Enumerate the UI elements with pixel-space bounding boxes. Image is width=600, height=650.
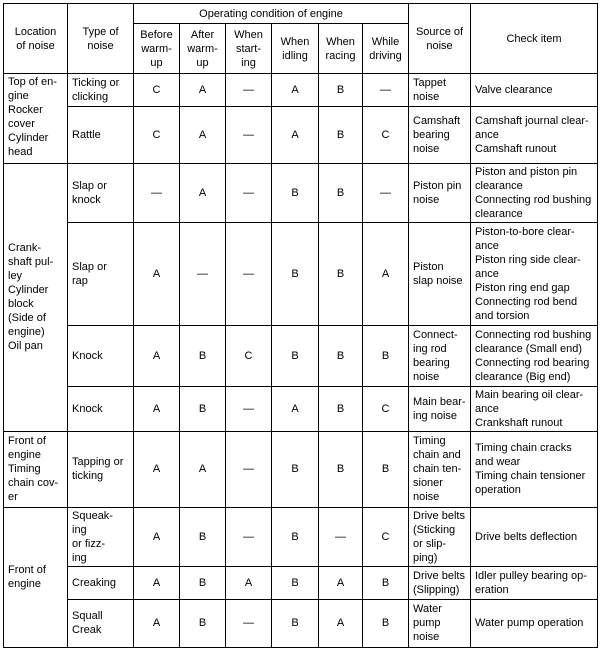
condition-cell: A [180, 431, 226, 507]
condition-cell: A [272, 107, 319, 164]
check-item-cell: Camshaft journal clear- ance Camshaft runout [471, 107, 598, 164]
condition-cell: B [180, 566, 226, 599]
location-cell: Top of en- gine Rocker cover Cylinder head [4, 74, 68, 164]
condition-cell: C [363, 386, 409, 431]
condition-cell: A [226, 566, 272, 599]
check-item-cell: Piston-to-bore clear- ance Piston ring side clear- ance Piston ring end gap Connecting rod bend and torsion [471, 223, 598, 326]
condition-cell: B [319, 164, 363, 223]
condition-cell: B [319, 223, 363, 326]
condition-cell: A [180, 164, 226, 223]
check-item-cell: Timing chain cracks and wear Timing chain tensioner operation [471, 431, 598, 507]
condition-cell: A [272, 386, 319, 431]
header-before-warmup: Before warm- up [134, 24, 180, 74]
check-item-cell: Idler pulley bearing op- eration [471, 566, 598, 599]
condition-cell: A [134, 507, 180, 566]
condition-cell: A [319, 566, 363, 599]
header-source: Source of noise [409, 4, 471, 74]
condition-cell: — [226, 386, 272, 431]
source-cell: Timing chain and chain ten- sioner noise [409, 431, 471, 507]
condition-cell: A [134, 326, 180, 386]
condition-cell: — [363, 164, 409, 223]
condition-cell: B [363, 599, 409, 647]
condition-cell: A [272, 74, 319, 107]
type-cell: Slap or knock [68, 164, 134, 223]
header-when-racing: When racing [319, 24, 363, 74]
condition-cell: — [226, 599, 272, 647]
condition-cell: A [134, 431, 180, 507]
location-cell: Front of engine [4, 507, 68, 647]
source-cell: Water pump noise [409, 599, 471, 647]
condition-cell: — [226, 74, 272, 107]
source-cell: Main bear- ing noise [409, 386, 471, 431]
header-after-warmup: After warm- up [180, 24, 226, 74]
check-item-cell: Piston and piston pin clearance Connecting rod bushing clearance [471, 164, 598, 223]
source-cell: Drive belts (Slipping) [409, 566, 471, 599]
header-while-driving: While driving [363, 24, 409, 74]
type-cell: Tapping or ticking [68, 431, 134, 507]
condition-cell: B [180, 507, 226, 566]
check-item-cell: Water pump operation [471, 599, 598, 647]
condition-cell: B [319, 431, 363, 507]
condition-cell: A [134, 386, 180, 431]
condition-cell: — [134, 164, 180, 223]
header-location: Location of noise [4, 4, 68, 74]
condition-cell: — [226, 107, 272, 164]
condition-cell: A [134, 566, 180, 599]
condition-cell: B [319, 326, 363, 386]
source-cell: Camshaft bearing noise [409, 107, 471, 164]
type-cell: Squeak- ing or fizz- ing [68, 507, 134, 566]
check-item-cell: Connecting rod bushing clearance (Small end) Connecting rod bearing clearance (Big end) [471, 326, 598, 386]
condition-cell: — [226, 223, 272, 326]
source-cell: Drive belts (Sticking or slip- ping) [409, 507, 471, 566]
header-when-idling: When idling [272, 24, 319, 74]
type-cell: Ticking or clicking [68, 74, 134, 107]
type-cell: Slap or rap [68, 223, 134, 326]
type-cell: Creaking [68, 566, 134, 599]
source-cell: Piston slap noise [409, 223, 471, 326]
condition-cell: C [363, 107, 409, 164]
condition-cell: B [319, 107, 363, 164]
check-item-cell: Valve clearance [471, 74, 598, 107]
header-type: Type of noise [68, 4, 134, 74]
condition-cell: — [226, 164, 272, 223]
condition-cell: C [226, 326, 272, 386]
condition-cell: A [319, 599, 363, 647]
condition-cell: — [226, 507, 272, 566]
condition-cell: A [134, 599, 180, 647]
type-cell: Knock [68, 386, 134, 431]
condition-cell: — [363, 74, 409, 107]
header-check-item: Check item [471, 4, 598, 74]
condition-cell: B [319, 386, 363, 431]
engine-noise-diagnosis-table [3, 3, 598, 648]
location-cell: Front of engine Timing chain cov- er [4, 431, 68, 507]
condition-cell: — [319, 507, 363, 566]
source-cell: Piston pin noise [409, 164, 471, 223]
condition-cell: — [180, 223, 226, 326]
type-cell: Knock [68, 326, 134, 386]
condition-cell: C [134, 74, 180, 107]
condition-cell: B [180, 386, 226, 431]
condition-cell: B [272, 164, 319, 223]
condition-cell: B [272, 566, 319, 599]
condition-cell: B [272, 223, 319, 326]
check-item-cell: Main bearing oil clear- ance Crankshaft runout [471, 386, 598, 431]
condition-cell: A [134, 223, 180, 326]
condition-cell: A [180, 107, 226, 164]
condition-cell: B [363, 566, 409, 599]
condition-cell: B [319, 74, 363, 107]
condition-cell: C [134, 107, 180, 164]
condition-cell: B [272, 599, 319, 647]
condition-cell: B [272, 326, 319, 386]
condition-cell: B [363, 431, 409, 507]
condition-cell: B [272, 507, 319, 566]
condition-cell: C [363, 507, 409, 566]
location-cell: Crank- shaft pul- ley Cylinder block (Side of engine) Oil pan [4, 164, 68, 431]
check-item-cell: Drive belts deflection [471, 507, 598, 566]
condition-cell: B [180, 599, 226, 647]
header-operating-condition: Operating condition of engine [134, 4, 409, 24]
header-when-starting: When start- ing [226, 24, 272, 74]
condition-cell: B [180, 326, 226, 386]
condition-cell: B [272, 431, 319, 507]
condition-cell: — [226, 431, 272, 507]
condition-cell: A [363, 223, 409, 326]
type-cell: Rattle [68, 107, 134, 164]
condition-cell: B [363, 326, 409, 386]
type-cell: Squall Creak [68, 599, 134, 647]
condition-cell: A [180, 74, 226, 107]
source-cell: Connect- ing rod bearing noise [409, 326, 471, 386]
source-cell: Tappet noise [409, 74, 471, 107]
